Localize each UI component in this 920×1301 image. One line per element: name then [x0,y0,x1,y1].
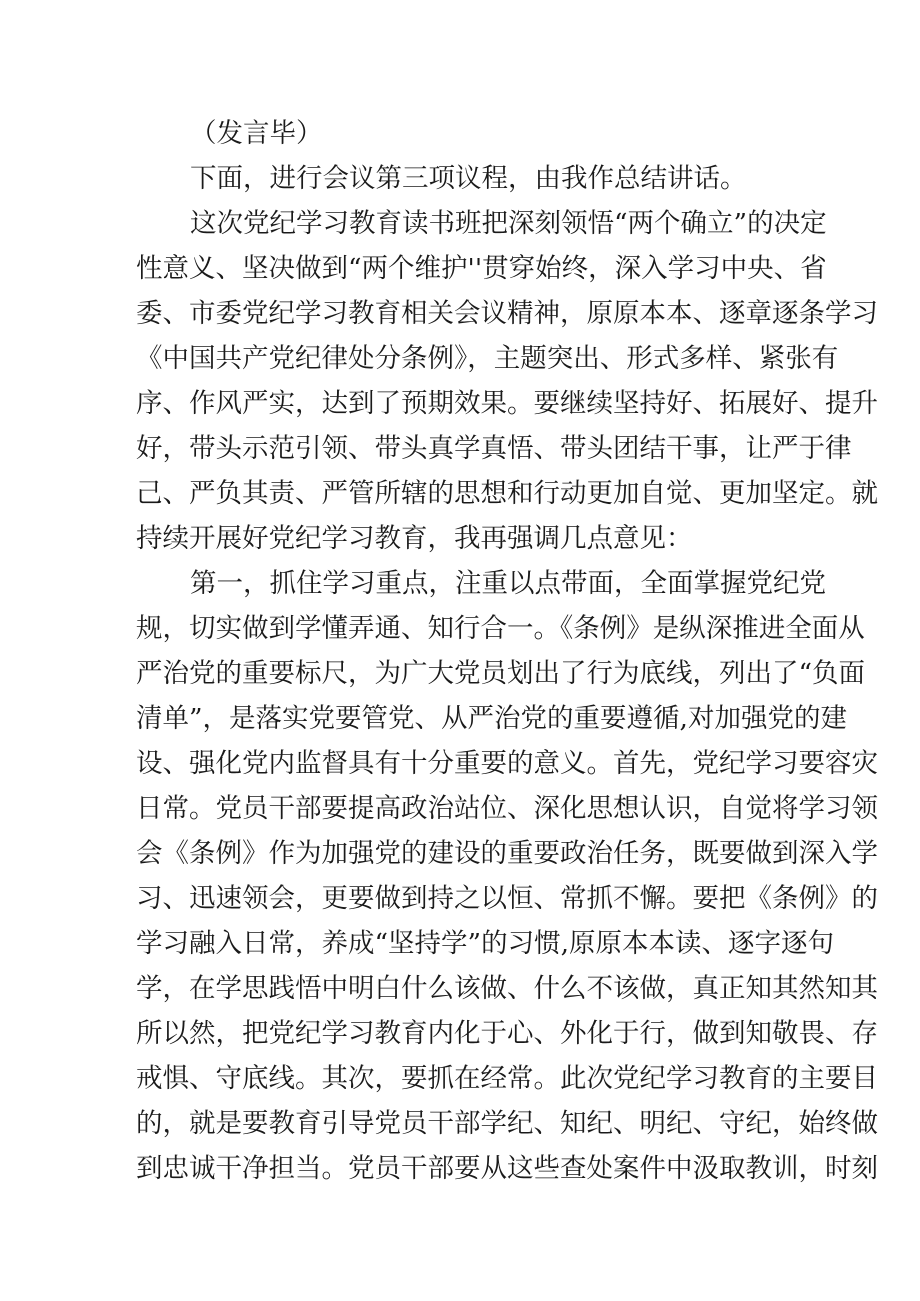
paragraph-line: 第一，抓住学习重点，注重以点带面，全面掌握党纪党 [190,568,826,599]
paragraph-line: 己、严负其责、严管所辖的思想和行动更加自觉、更加坚定。就 [136,478,878,509]
paragraph-line: 戒惧、守底线。其次，要抓在经常。此次党纪学习教育的主要目 [136,1063,878,1094]
paragraph-line: 性意义、坚决做到“两个维护''贯穿始终，深入学习中央、省 [136,253,827,284]
paragraph-line: 委、市委党纪学习教育相关会议精神，原原本本、逐章逐条学习 [136,298,878,329]
paragraph-line: 持续开展好党纪学习教育，我再强调几点意见： [136,523,693,554]
paragraph-line: 到忠诚干净担当。党员干部要从这些查处案件中汲取教训，时刻 [136,1153,878,1184]
paragraph-line: 学，在学思践悟中明白什么该做、什么不该做，真正知其然知其 [136,973,878,1004]
paragraph-line: 的，就是要教育引导党员干部学纪、知纪、明纪、守纪，始终做 [136,1108,878,1139]
paragraph-line: 所以然，把党纪学习教育内化于心、外化于行，做到知敬畏、存 [136,1018,878,1049]
paragraph-line: 序、作风严实，达到了预期效果。要继续坚持好、拓展好、提升 [136,388,878,419]
paragraph-line: 规，切实做到学懂弄通、知行合一。《条例》是纵深推进全面从 [136,613,865,644]
paragraph-line: 严治党的重要标尺，为广大党员划出了行为底线，列出了“负面 [136,658,866,689]
paragraph-line: 清单”，是落实党要管党、从严治党的重要遵循,对加强党的建 [136,703,847,734]
paragraph-line: 设、强化党内监督具有十分重要的意义。首先，党纪学习要容灾 [136,748,878,779]
paragraph-line: 《中国共产党纪律处分条例》，主题突出、形式多样、紧张有 [136,343,839,374]
paragraph-line: 日常。党员干部要提高政治站位、深化思想认识，自觉将学习领 [136,793,878,824]
paragraph-line: 这次党纪学习教育读书班把深刻领悟“两个确立”的决定 [190,208,827,239]
paragraph-line: 学习融入日常，养成“坚持学”的习惯,原原本本读、逐字逐句 [136,928,835,959]
paragraph-line: 习、迅速领会，更要做到持之以恒、常抓不懈。要把《条例》的 [136,883,878,914]
paragraph-line: 好，带头示范引领、带头真学真悟、带头团结干事，让严于律 [136,433,852,464]
paragraph-line: 会《条例》作为加强党的建设的重要政治任务，既要做到深入学 [136,838,878,869]
closing-note: （发言毕） [190,118,323,149]
paragraph-line: 下面，进行会议第三项议程，由我作总结讲话。 [190,163,747,194]
